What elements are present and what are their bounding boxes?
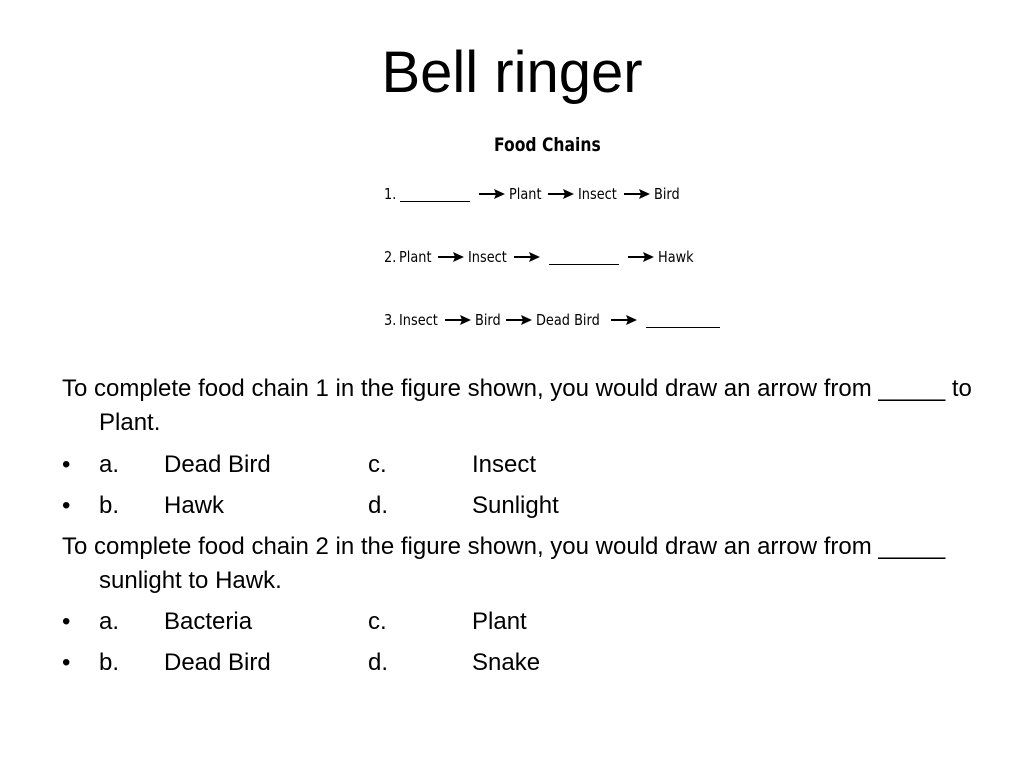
question-1-text: To complete food chain 1 in the figure shown, you would draw an arrow from _____ to Plant.: [62, 375, 972, 436]
option-letter: a.: [99, 451, 120, 478]
chain-number: 2.: [384, 248, 397, 266]
chain-item: Dead Bird: [536, 311, 601, 329]
answer-blank: [400, 187, 470, 202]
food-chain-2: [384, 245, 697, 269]
option-letter: b.: [99, 492, 120, 519]
chain-item: Plant: [509, 185, 542, 203]
arrow-right-icon: [506, 314, 532, 326]
option-text: Hawk: [164, 492, 225, 519]
option-text: Plant: [472, 608, 527, 635]
option-text: Snake: [472, 649, 541, 676]
chain-item: Bird: [475, 311, 502, 329]
food-chain-1: [384, 182, 681, 206]
option-letter: c.: [368, 608, 387, 635]
option-text: Insect: [472, 451, 537, 478]
chain-item: Insect: [468, 248, 507, 266]
option-text: Dead Bird: [164, 451, 271, 478]
bullet: •: [62, 492, 71, 519]
food-chain-3: [384, 308, 725, 332]
option-text: Bacteria: [164, 608, 253, 635]
bullet: •: [62, 649, 71, 676]
chain-item: Hawk: [658, 248, 694, 266]
arrow-right-icon: [445, 314, 471, 326]
arrow-right-icon: [479, 188, 505, 200]
chain-item: Bird: [654, 185, 680, 203]
chain-item: Insect: [399, 311, 439, 329]
arrow-right-icon: [611, 314, 637, 326]
option-letter: d.: [368, 492, 389, 519]
chain-item: Insect: [578, 185, 617, 203]
option-letter: c.: [368, 451, 387, 478]
chain-number: 1.: [384, 185, 397, 203]
food-chains-figure: [370, 128, 730, 338]
arrow-right-icon: [438, 251, 464, 263]
bullet: •: [62, 608, 71, 635]
option-letter: d.: [368, 649, 389, 676]
answer-blank: [646, 313, 720, 328]
arrow-right-icon: [628, 251, 654, 263]
chain-number: 3.: [384, 311, 397, 329]
chain-item: Plant: [399, 248, 432, 266]
arrow-right-icon: [514, 251, 540, 263]
answer-blank: [549, 250, 619, 265]
option-text: Sunlight: [472, 492, 559, 519]
option-letter: a.: [99, 608, 120, 635]
arrow-right-icon: [548, 188, 574, 200]
option-text: Dead Bird: [164, 649, 271, 676]
bullet: •: [62, 451, 71, 478]
arrow-right-icon: [624, 188, 650, 200]
figure-title: Food Chains: [494, 134, 601, 156]
question-2-text: To complete food chain 2 in the figure shown, you would draw an arrow from _____ sunlight to Hawk.: [62, 533, 946, 594]
slide-title: Bell ringer: [381, 40, 643, 105]
option-letter: b.: [99, 649, 120, 676]
